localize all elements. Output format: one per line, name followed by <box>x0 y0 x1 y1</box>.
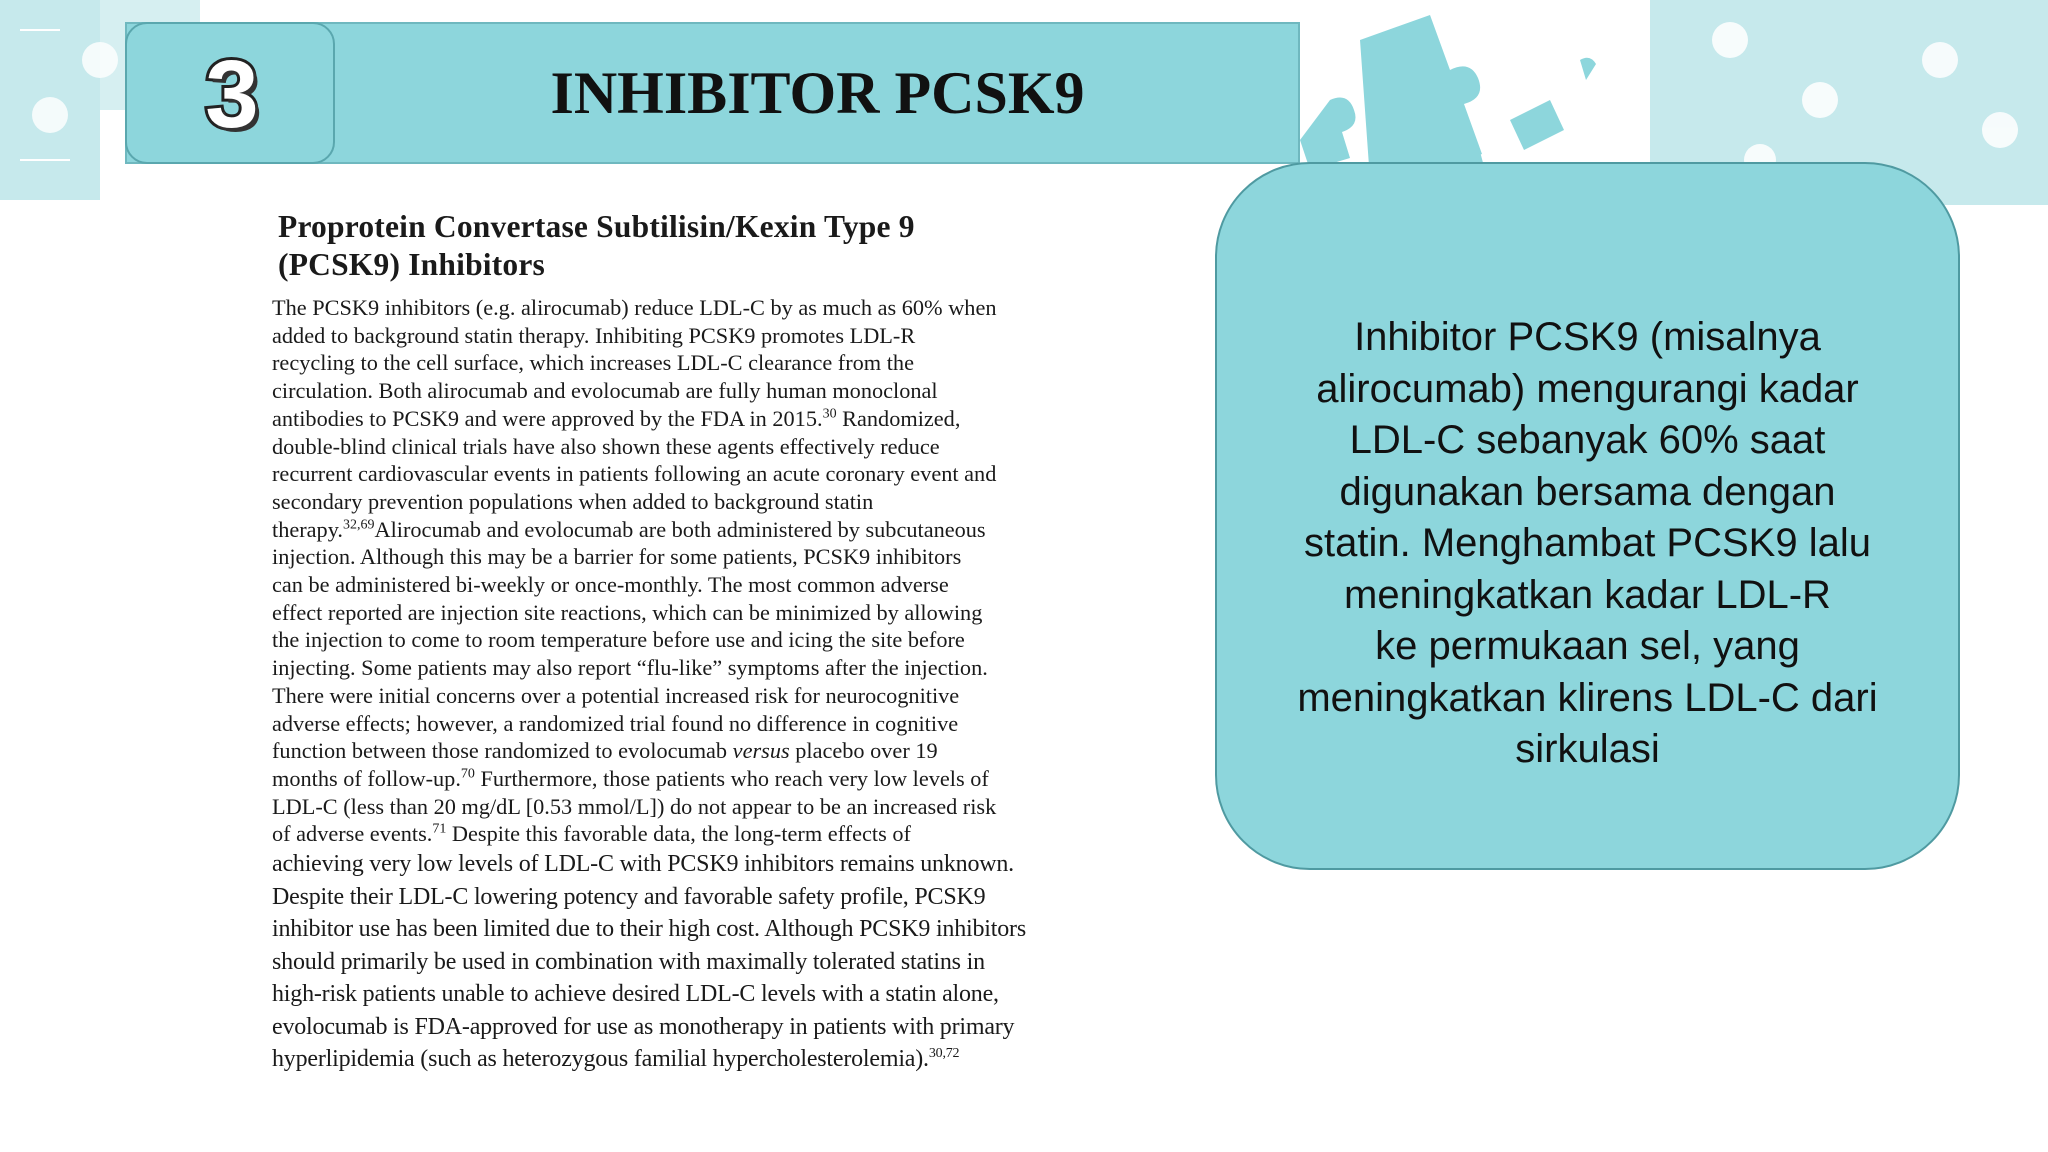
article-line: adverse effects; however, a randomized trial found no difference in cognitive <box>272 710 959 736</box>
article-line: recurrent cardiovascular events in patients following an acute coronary event and <box>272 461 997 487</box>
article-line: therapy.$^{32,69}$Alirocumab and evolocumab are both administered by subcutaneous <box>272 516 986 542</box>
summary-line: statin. Menghambat PCSK9 lalu <box>1304 521 1871 565</box>
summary-line: alirocumab) mengurangi kadar <box>1316 366 1859 411</box>
citation: 30,72 <box>928 1046 960 1062</box>
article-line: antibodies to PCSK9 and were approved by the FDA in 2015.30 Randomized, <box>272 405 961 431</box>
article-line: inhibitor use has been limited due to their high cost. Although PCSK9 inhibitors <box>272 916 1026 943</box>
citation: 30 <box>822 406 837 422</box>
article-line: LDL-C (less than 20 mg/dL [0.53 mmol/L]) do not appear to be an increased risk <box>272 793 997 819</box>
slide-title: INHIBITOR PCSK9 <box>550 59 1085 126</box>
summary-callout <box>1215 162 1960 870</box>
article-line: hyperlipidemia (such as heterozygous familial hypercholesterolemia).$^{30,72}$ <box>272 1046 960 1073</box>
article-line: function between those randomized to evolocumab versus placebo over 19 <box>272 738 938 764</box>
article-line: the injection to come to room temperature before use and icing the site before <box>272 627 965 653</box>
citation: 71 <box>432 821 447 837</box>
article-line: secondary prevention populations when added to background statin <box>272 488 874 514</box>
article-excerpt <box>272 208 1132 1076</box>
article-line: can be administered bi-weekly or once-monthly. The most common adverse <box>272 572 949 598</box>
summary-line: LDL-C sebanyak 60% saat <box>1349 418 1826 462</box>
slide-number-box <box>125 22 335 164</box>
article-line: evolocumab is FDA-approved for use as monotherapy in patients with primary <box>272 1013 1015 1040</box>
article-line: added to background statin therapy. Inhibiting PCSK9 promotes LDL-R <box>272 322 916 348</box>
article-line: achieving very low levels of LDL-C with PCSK9 inhibitors remains unknown. <box>272 851 1014 878</box>
article-body <box>272 294 1132 1076</box>
article-heading <box>278 208 1132 284</box>
article-line: months of follow-up.$^{70}$ Furthermore, those patients who reach very low levels of <box>272 765 989 791</box>
summary-line: Inhibitor PCSK9 (misalnya <box>1354 315 1821 359</box>
article-line: There were initial concerns over a potential increased risk for neurocognitive <box>272 682 960 708</box>
summary-line: digunakan bersama dengan <box>1339 469 1836 514</box>
article-line: effect reported are injection site reactions, which can be minimized by allowing <box>272 599 983 625</box>
article-heading-line: (PCSK9) Inhibitors <box>278 247 546 282</box>
summary-line: sirkulasi <box>1515 727 1660 771</box>
citation: 32,69 <box>342 517 375 533</box>
article-line: The PCSK9 inhibitors (e.g. alirocumab) reduce LDL-C by as much as 60% when <box>272 295 997 320</box>
article-line: injecting. Some patients may also report “flu-like” symptoms after the injection. <box>272 655 988 681</box>
slide-number: 3 <box>205 41 259 148</box>
summary-line: ke permukaan sel, yang <box>1375 624 1800 668</box>
article-heading-line: Proprotein Convertase Subtilisin/Kexin Type 9 <box>278 209 915 244</box>
article-line: high-risk patients unable to achieve desired LDL-C levels with a statin alone, <box>272 981 999 1008</box>
article-line: of adverse events.$^{71}$ Despite this favorable data, the long-term effects of <box>272 821 911 847</box>
article-line: double-blind clinical trials have also shown these agents effectively reduce <box>272 433 940 459</box>
article-line: should primarily be used in combination with maximally tolerated statins in <box>272 948 985 975</box>
summary-line: meningkatkan kadar LDL-R <box>1344 572 1831 617</box>
citation: 70 <box>460 766 475 782</box>
article-line: circulation. Both alirocumab and evolocumab are fully human monoclonal <box>272 378 938 404</box>
summary-line: meningkatkan klirens LDL-C dari <box>1297 675 1878 720</box>
article-line: injection. Although this may be a barrier for some patients, PCSK9 inhibitors <box>272 544 962 570</box>
article-line: recycling to the cell surface, which increases LDL-C clearance from the <box>272 350 914 376</box>
summary-text <box>1247 312 1928 776</box>
article-line: Despite their LDL-C lowering potency and favorable safety profile, PCSK9 <box>272 883 986 910</box>
